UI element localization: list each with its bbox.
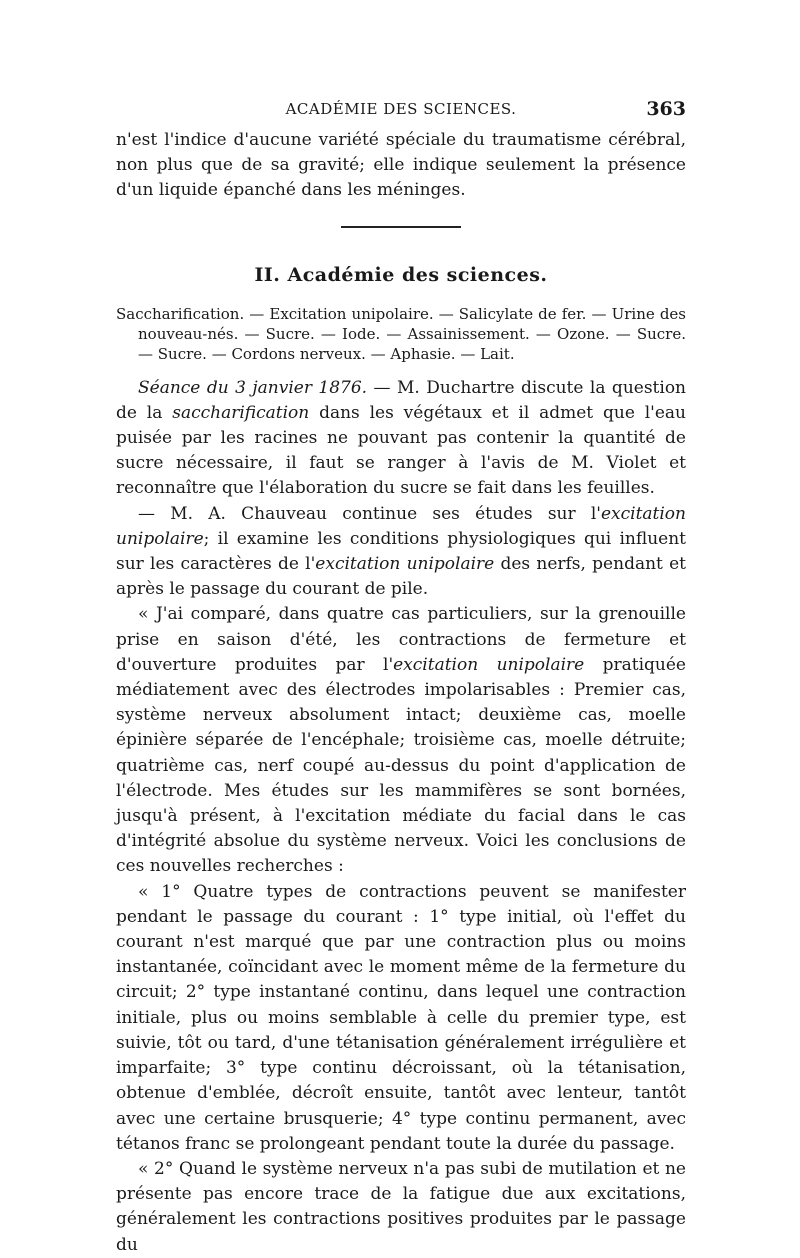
paragraph-quote-intro (116, 602, 686, 879)
emphasis-term: excitation unipolaire (315, 554, 495, 575)
article-body (116, 376, 686, 1258)
running-head-title: ACADÉMIE DES SCIENCES. (285, 100, 517, 118)
paragraph-conclusion-2: « 2° Quand le système nerveux n'a pas subi de mutilation et ne présente pas encore trace de la fatigue due aux excitations, généralement les contractions positives produites par le passage du (116, 1158, 686, 1255)
section-title: II. Académie des sciences. (254, 263, 548, 286)
paragraph-text: dans les végétaux et il admet que l'eau puisée par les racines ne pouvant pas contenir la quantité de sucre nécessaire, il faut se ranger à l'avis de M. Violet et reconnaître que l'élaboration du sucre se fait dans les feuilles. (116, 402, 686, 499)
page-number: 363 (646, 98, 686, 120)
paragraph-text: — M. Duchartre discute la question de la (116, 377, 687, 423)
emphasis-term: saccharification (172, 402, 310, 423)
paragraph-chauveau (116, 502, 686, 603)
running-head (116, 98, 686, 128)
paragraph-text: — M. A. Chauveau continue ses études sur l' (138, 503, 601, 524)
paragraph-text: pratiquée médiatement avec des électrodes impolarisables : Premier cas, système nerveux absolument intact; deuxième cas, moelle épinière séparée de l'encéphale; troisième cas, moelle détruite; quatrième cas, nerf coupé au-dessus du point d'application de l'électrode. Mes études sur les mammifères se sont bornées, jusqu'à présent, à l'excitation médiate du facial dans le cas d'intégrité absolue du système nerveux. Voici les conclusions de ces nouvelles recherches : (116, 654, 686, 877)
section-divider (341, 226, 461, 228)
paragraph-seance (116, 376, 686, 502)
paragraph-text: « J'ai comparé, dans quatre cas particuliers, sur la grenouille prise en saison d'été, les contractions de fermeture et d'ouverture produites par l' (116, 604, 686, 675)
paragraph-text: des nerfs, pendant et après le passage du courant de pile. (116, 554, 686, 600)
paragraph-text: ; il examine les conditions physiologiques qui influent sur les caractères de l' (116, 528, 686, 575)
intro-text (116, 128, 686, 204)
emphasis-term: excitation unipolaire (393, 654, 585, 675)
emphasis-term: excitation unipolaire (116, 503, 686, 549)
seance-date: Séance du 3 janvier 1876. (138, 377, 368, 398)
section-summary (116, 304, 686, 364)
paragraph-conclusion-1: « 1° Quatre types de contractions peuvent se manifester pendant le passage du courant : 1° type initial, où l'effet du courant n'est marqué que par une contraction plus ou moins instantanée, coïncidant avec le moment même de la fermeture du circuit; 2° type instantané continu, dans lequel une contraction initiale, plus ou moins semblable à celle du premier type, est suivie, tôt ou tard, d'une tétanisation généralement irrégulière et imparfaite; 3° type continu décroissant, où la tétanisation, obtenue d'emblée, décroît ensuite, tantôt avec lenteur, tantôt avec une certaine brusquerie; 4° type continu permanent, avec tétanos franc se prolongeant pendant toute la durée du passage. (116, 881, 686, 1154)
document-page (116, 98, 686, 1258)
intro-paragraph: n'est l'indice d'aucune variété spéciale du traumatisme cérébral, non plus que de sa gravité; elle indique seulement la présence d'un liquide épanché dans les méninges. (116, 130, 686, 201)
summary-text: Saccharification. — Excitation unipolaire. — Salicylate de fer. — Urine des nouveau-nés. — Sucre. — Iode. — Assainissement. — Ozone. — Sucre. — Sucre. — Cordons nerveux. — Aphasie. — Lait. (116, 304, 686, 363)
